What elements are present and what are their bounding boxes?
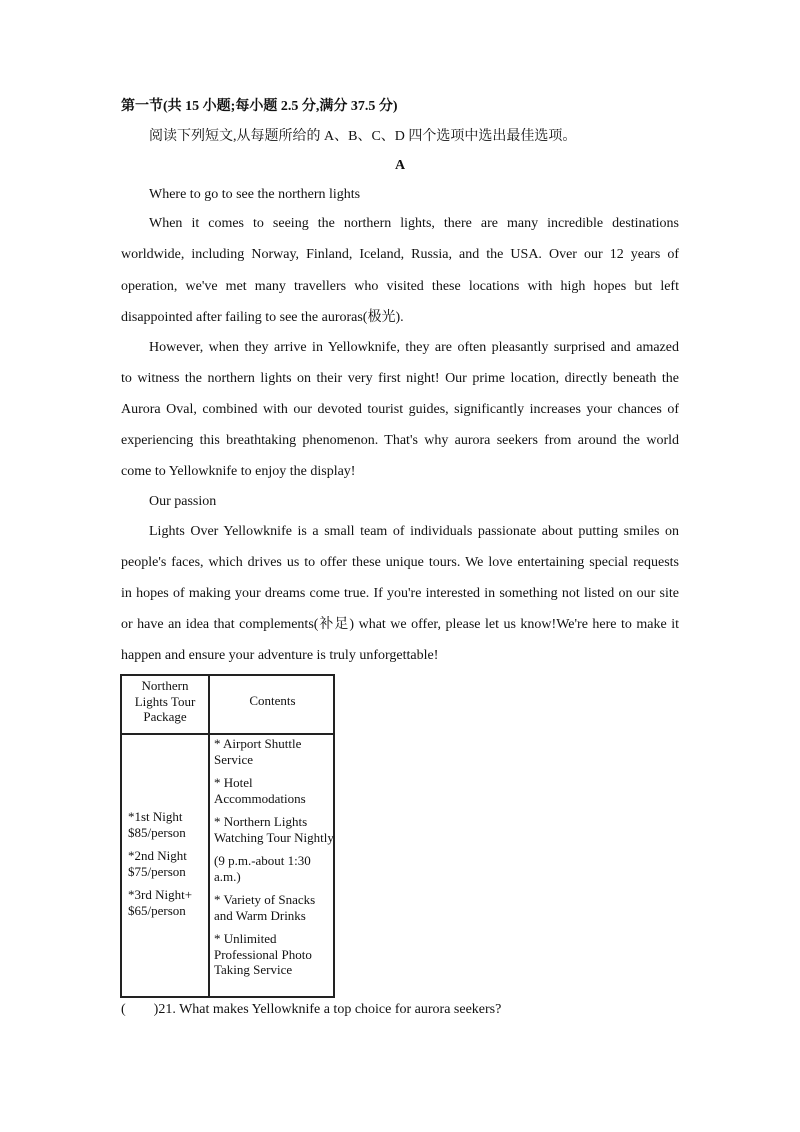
paragraph-line: people's faces, which drives us to offer these unique tours. We love entertaining special requests	[121, 555, 679, 570]
content-item: * Airport Shuttle Service	[214, 736, 302, 767]
content-item: * Northern Lights Watching Tour Nightly	[214, 814, 334, 845]
table-header-package: Northern Lights Tour Package	[134, 678, 196, 724]
passage-label: A	[394, 158, 406, 173]
table-divider	[122, 733, 333, 735]
paragraph-line: Aurora Oval, combined with our devoted tourist guides, significantly increases your chances of	[121, 402, 679, 417]
paragraph-line: in hopes of making your dreams come true. If you're interested in something not listed on our site	[121, 586, 679, 601]
content-item: (9 p.m.-about 1:30 a.m.)	[214, 853, 311, 884]
paragraph-line: Lights Over Yellowknife is a small team of individuals passionate about putting smiles on	[149, 524, 679, 539]
content-item: * Hotel Accommodations	[214, 775, 306, 806]
paragraph-line: worldwide, including Norway, Finland, Iceland, Russia, and the USA. Over our 12 years of	[121, 247, 679, 262]
paragraph-line: or have an idea that complements(补足) what we offer, please let us know!We're here to make it	[121, 617, 679, 632]
paragraph-line: disappointed after failing to see the auroras(极光).	[121, 310, 404, 325]
price-list	[128, 809, 208, 926]
contents-list	[214, 736, 334, 986]
paragraph-line: happen and ensure your adventure is truly unforgettable!	[121, 648, 439, 663]
paragraph-line: When it comes to seeing the northern lights, there are many incredible destinations	[149, 216, 679, 231]
heading-northern-lights: Where to go to see the northern lights	[149, 187, 361, 202]
tour-package-table	[120, 674, 335, 998]
content-item: * Variety of Snacks and Warm Drinks	[214, 892, 316, 923]
content-item: * Unlimited Professional Photo Taking Service	[214, 931, 312, 977]
section-title: 第一节(共 15 小题;每小题 2.5 分,满分 37.5 分)	[121, 99, 398, 114]
price-item: *2nd Night $75/person	[128, 848, 187, 879]
paragraph-line: to witness the northern lights on their very first night! Our prime location, directly beneath the	[121, 371, 679, 386]
question-21: ( )21. What makes Yellowknife a top choice for aurora seekers?	[121, 1002, 502, 1017]
instruction: 阅读下列短文,从每题所给的 A、B、C、D 四个选项中选出最佳选项。	[149, 129, 577, 144]
heading-our-passion: Our passion	[149, 494, 217, 509]
paragraph-line: come to Yellowknife to enjoy the display!	[121, 464, 356, 479]
paragraph-line: experiencing this breathtaking phenomenon. That's why aurora seekers from around the world	[121, 433, 679, 448]
table-header-contents: Contents	[249, 693, 296, 708]
table-divider	[208, 676, 210, 996]
paragraph-line: However, when they arrive in Yellowknife, they are often pleasantly surprised and amazed	[149, 340, 679, 355]
price-item: *1st Night $85/person	[128, 809, 186, 840]
paragraph-line: operation, we've met many travellers who visited these locations with high hopes but left	[121, 279, 679, 294]
price-item: *3rd Night+ $65/person	[128, 887, 193, 918]
